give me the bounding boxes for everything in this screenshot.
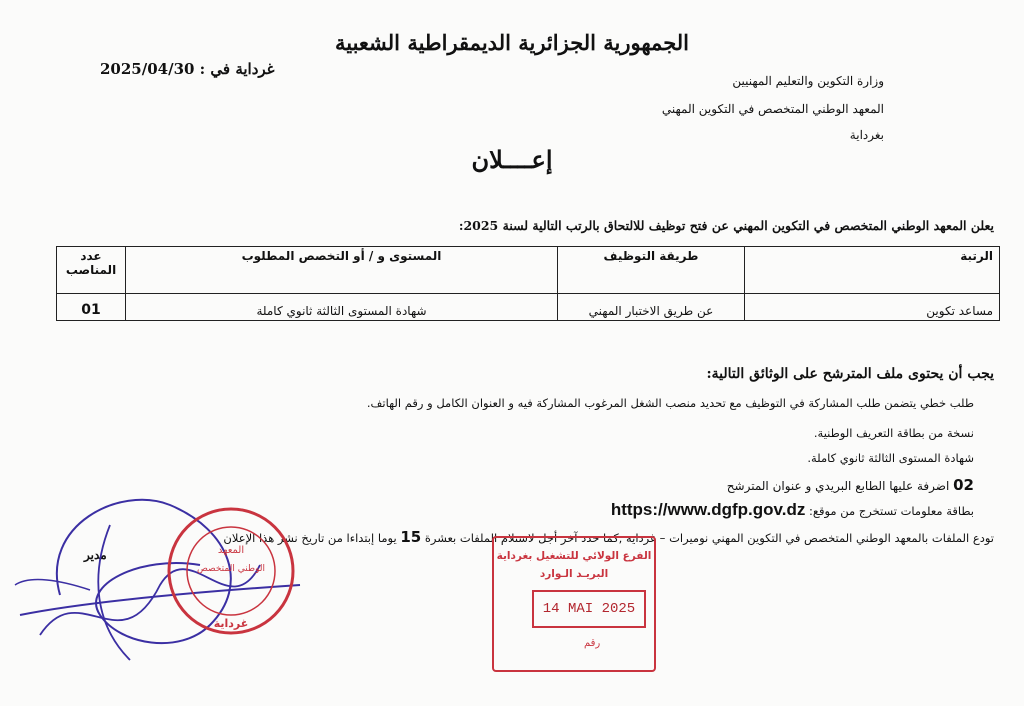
seal-mid-text: الوطني المتخصص [197, 564, 265, 574]
announcement-title: إعــــلان [471, 145, 553, 174]
envelopes-count: 02 [953, 476, 974, 494]
republic-heading: الجمهورية الجزائرية الديمقراطية الشعبية [334, 30, 689, 55]
envelopes-text: اضرفة عليها الطابع البريدي و عنوان المترشح [726, 479, 950, 493]
deposit-text-before: تودع الملفات بالمعهد الوطني المتخصص في التكوين المهني نوميرات – غرداية ,كما حدد آخر أجل لاستلام الملفات بعشرة [424, 531, 994, 545]
ministry-name: وزارة التكوين والتعليم المهنيين [732, 74, 884, 88]
deposit-days: 15 [400, 528, 422, 546]
deposit-text-after: يوما إبتداءا من تاريخ نشر هذا الإعلان [223, 531, 397, 545]
website-link[interactable]: https://www.dgfp.gov.dz [610, 500, 806, 519]
seal-top-text: المعهد [217, 545, 245, 556]
table-row [57, 294, 1000, 321]
info-text: بطاقة معلومات تستخرج من موقع: [809, 504, 974, 518]
document-item-envelopes [727, 476, 974, 494]
director-label: مدير [84, 548, 107, 562]
cell-method: عن طريق الاختبار المهني [558, 294, 745, 321]
institute-seal [165, 505, 297, 637]
stamp-ref: رقم [584, 638, 601, 649]
stamp-date: 14 MAI 2025 [532, 590, 646, 628]
document-item-info [611, 500, 974, 520]
institute-name: المعهد الوطني المتخصص في التكوين المهني [661, 102, 884, 116]
announcement-intro: يعلن المعهد الوطني المتخصص في التكوين المهني عن فتح توظيف للالتحاق بالرتب التالية لسنة 2025: [458, 218, 994, 233]
table-header-row [57, 247, 1000, 294]
cell-level: شهادة المستوى الثالثة ثانوي كاملة [126, 294, 558, 321]
seal-bottom-text: غرداية [213, 617, 249, 630]
city-name: بغرداية [849, 128, 884, 142]
received-stamp [492, 536, 656, 672]
positions-table [56, 246, 1000, 321]
header-rank: الرتبة [745, 247, 1000, 294]
documents-title: يجب أن يحتوى ملف المترشح على الوثائق التالية: [706, 366, 994, 382]
document-item: شهادة المستوى الثالثة ثانوي كاملة. [807, 451, 974, 465]
cell-count: 01 [57, 294, 126, 321]
cell-rank: مساعد تكوين [745, 294, 1000, 321]
header-count: عدد المناصب [57, 247, 126, 294]
header-level: المستوى و / أو التخصص المطلوب [126, 247, 558, 294]
stamp-line1: الفرع الولائي للتشغيل بغرداية [496, 550, 652, 562]
stamp-line2: البريـد الـوارد [539, 568, 609, 580]
header-method: طريقة التوظيف [558, 247, 745, 294]
place-date: غرداية في : 2025/04/30 [100, 60, 275, 78]
document-item: نسخة من بطاقة التعريف الوطنية. [813, 426, 974, 440]
document-item: طلب خطي يتضمن طلب المشاركة في التوظيف مع تحديد منصب الشغل المرغوب المشاركة فيه و العنوان الكامل و رقم الهاتف. [366, 396, 974, 410]
